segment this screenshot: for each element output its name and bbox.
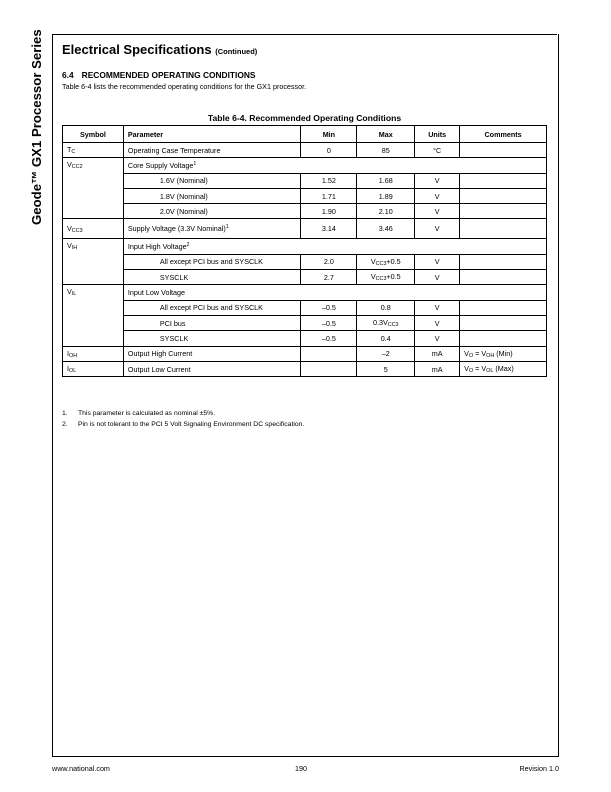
min-cell: 2.0	[301, 254, 357, 269]
max-cell: 5	[357, 361, 415, 376]
parameter-cell: SYSCLK	[123, 331, 301, 346]
parameter-group-cell: Core Supply Voltage$^1$	[123, 158, 546, 173]
symbol-cell: $I_{OH}$	[63, 346, 124, 361]
comments-cell	[460, 188, 547, 203]
operating-conditions-table	[62, 125, 547, 377]
section-intro: Table 6-4 lists the recommended operating conditions for the GX1 processor.	[62, 82, 307, 91]
table-row	[63, 346, 547, 361]
note-item: 2. Pin is not tolerant to the PCI 5 Volt Signaling Environment DC specification.	[62, 420, 305, 428]
units-cell: V	[415, 300, 460, 315]
min-cell: 1.90	[301, 204, 357, 219]
table-row	[63, 158, 547, 173]
table-row	[63, 331, 547, 346]
parameter-cell: Supply Voltage (3.3V Nominal)$^1$	[123, 219, 301, 239]
units-cell: V	[415, 315, 460, 330]
max-cell: $0.3V_{CC3}$	[357, 315, 415, 330]
max-cell: 3.46	[357, 219, 415, 239]
units-cell: mA	[415, 361, 460, 376]
max-cell: 2.10	[357, 204, 415, 219]
parameter-cell: All except PCI bus and SYSCLK	[123, 300, 301, 315]
min-cell: –0.5	[301, 300, 357, 315]
units-cell: mA	[415, 346, 460, 361]
table-row	[63, 143, 547, 158]
symbol-cell: $V_{CC2}$	[63, 158, 124, 219]
symbol-cell: $T_C$	[63, 143, 124, 158]
table-header-row	[63, 126, 547, 143]
table-row	[63, 254, 547, 269]
table-row	[63, 173, 547, 188]
comments-cell	[460, 254, 547, 269]
table-row	[63, 300, 547, 315]
table-row	[63, 270, 547, 285]
parameter-cell: 2.0V (Nominal)	[123, 204, 301, 219]
symbol-cell: $I_{OL}$	[63, 361, 124, 376]
comments-cell	[460, 219, 547, 239]
footer-page-number: 190	[295, 764, 307, 773]
parameter-cell: Output High Current	[123, 346, 301, 361]
units-cell: V	[415, 188, 460, 203]
comments-cell: $V_O = V_{OL}$ (Max)	[460, 361, 547, 376]
min-cell: 1.52	[301, 173, 357, 188]
max-cell: 1.89	[357, 188, 415, 203]
parameter-cell: Operating Case Temperature	[123, 143, 301, 158]
comments-cell	[460, 300, 547, 315]
parameter-cell: PCI bus	[123, 315, 301, 330]
parameter-cell: 1.8V (Nominal)	[123, 188, 301, 203]
table-notes	[62, 409, 304, 430]
header-max: Max	[357, 126, 415, 143]
comments-cell	[460, 173, 547, 188]
table-caption: Table 6-4. Recommended Operating Conditions	[207, 113, 402, 123]
table-row	[63, 361, 547, 376]
parameter-group-cell: Input High Voltage$^2$	[123, 239, 546, 254]
min-cell: –0.5	[301, 315, 357, 330]
table-row	[63, 219, 547, 239]
min-cell: 3.14	[301, 219, 357, 239]
parameter-cell: 1.6V (Nominal)	[123, 173, 301, 188]
header-symbol: Symbol	[63, 126, 124, 143]
units-cell: V	[415, 204, 460, 219]
series-title: Geode™ GX1 Processor Series	[29, 29, 44, 225]
comments-cell	[460, 315, 547, 330]
header-min: Min	[301, 126, 357, 143]
heading-title: Electrical Specifications	[62, 42, 212, 57]
comments-cell	[460, 204, 547, 219]
parameter-cell: Output Low Current	[123, 361, 301, 376]
comments-cell: $V_O = V_{OH}$ (Min)	[460, 346, 547, 361]
footer-website: www.national.com	[52, 764, 110, 773]
max-cell: 85	[357, 143, 415, 158]
section-name: RECOMMENDED OPERATING CONDITIONS	[81, 70, 256, 80]
max-cell: $V_{CC3}+0.5$	[357, 254, 415, 269]
units-cell: °C	[415, 143, 460, 158]
symbol-cell: $V_{IH}$	[63, 239, 124, 285]
min-cell: 1.71	[301, 188, 357, 203]
table-row	[63, 188, 547, 203]
units-cell: V	[415, 219, 460, 239]
max-cell: $V_{CC3}+0.5$	[357, 270, 415, 285]
units-cell: V	[415, 270, 460, 285]
min-cell	[301, 346, 357, 361]
header-units: Units	[415, 126, 460, 143]
parameter-cell: SYSCLK	[123, 270, 301, 285]
units-cell: V	[415, 254, 460, 269]
heading-continued: (Continued)	[215, 47, 258, 56]
min-cell: 2.7	[301, 270, 357, 285]
parameter-group-cell: Input Low Voltage	[123, 285, 546, 300]
table-row	[63, 285, 547, 300]
min-cell: –0.5	[301, 331, 357, 346]
units-cell: V	[415, 331, 460, 346]
symbol-cell: $V_{CC3}$	[63, 219, 124, 239]
units-cell: V	[415, 173, 460, 188]
note-item: 1. This parameter is calculated as nominal ±5%.	[62, 410, 216, 417]
header-parameter: Parameter	[123, 126, 301, 143]
footer-revision: Revision 1.0	[519, 764, 559, 773]
table-row	[63, 239, 547, 254]
comments-cell	[460, 143, 547, 158]
header-comments: Comments	[460, 126, 547, 143]
parameter-cell: All except PCI bus and SYSCLK	[123, 254, 301, 269]
min-cell: 0	[301, 143, 357, 158]
max-cell: –2	[357, 346, 415, 361]
table-row	[63, 204, 547, 219]
section-number: 6.4	[62, 70, 74, 80]
max-cell: 0.8	[357, 300, 415, 315]
max-cell: 0.4	[357, 331, 415, 346]
symbol-cell: $V_{IL}$	[63, 285, 124, 346]
min-cell	[301, 361, 357, 376]
section-title	[62, 70, 256, 80]
comments-cell	[460, 331, 547, 346]
max-cell: 1.68	[357, 173, 415, 188]
comments-cell	[460, 270, 547, 285]
table-row	[63, 315, 547, 330]
page-heading	[62, 42, 257, 57]
